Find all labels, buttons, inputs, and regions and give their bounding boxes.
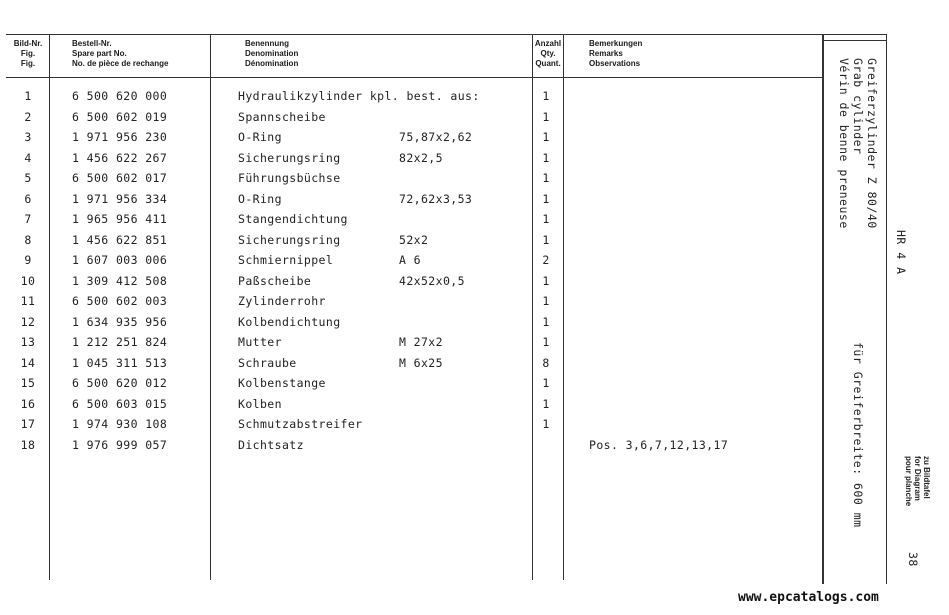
watermark: www.epcatalogs.com <box>738 590 879 605</box>
header-part-de: Bestell-Nr. <box>72 39 112 48</box>
row-name: Zylinderrohr <box>238 294 326 308</box>
row-fig: 10 <box>20 273 36 288</box>
row-part-number: 1 634 935 956 <box>72 314 168 329</box>
row-fig: 17 <box>20 417 36 431</box>
table-row <box>0 274 820 294</box>
table-row <box>0 192 820 212</box>
header-fig-fr: Fig. <box>20 59 36 68</box>
row-qty: 1 <box>542 396 550 411</box>
table-row <box>0 89 820 109</box>
row-qty: 1 <box>542 212 550 226</box>
short-rule <box>823 40 887 41</box>
row-qty: 1 <box>542 273 550 288</box>
row-part-number: 1 974 930 108 <box>72 417 168 431</box>
row-fig: 13 <box>20 335 36 349</box>
row-qty: 1 <box>542 232 550 247</box>
row-fig: 9 <box>24 253 32 267</box>
row-part-number: 1 309 412 508 <box>72 273 168 288</box>
header-qty-de: Anzahl <box>534 39 562 48</box>
row-name: Kolben <box>238 396 282 411</box>
row-name: Schmutzabstreifer <box>238 417 363 431</box>
header-part <box>72 39 168 69</box>
row-fig: 11 <box>20 294 36 308</box>
row-qty: 1 <box>542 191 550 206</box>
right-border <box>886 34 887 584</box>
row-qty: 2 <box>542 253 550 267</box>
row-part-number: 1 976 999 057 <box>72 438 168 452</box>
table-row <box>0 171 820 191</box>
header-name-de: Benennung <box>245 39 289 48</box>
table-row <box>0 151 820 171</box>
header-name <box>245 39 298 69</box>
row-part-number: 1 607 003 006 <box>72 253 168 267</box>
row-dimension: A 6 <box>399 253 421 267</box>
row-fig: 1 <box>24 89 32 103</box>
table-row <box>0 233 820 253</box>
header-qty-en: Qty. <box>540 49 556 58</box>
table-row <box>0 417 820 437</box>
row-qty: 8 <box>542 355 550 370</box>
row-fig: 4 <box>24 150 32 165</box>
row-name: O-Ring <box>238 191 282 206</box>
header-qty-fr: Quant. <box>535 59 561 68</box>
row-part-number: 1 212 251 824 <box>72 335 168 349</box>
row-qty: 1 <box>542 150 550 165</box>
table-row <box>0 110 820 130</box>
header-bottom-rule <box>6 77 823 78</box>
assembly-title-en: Grab cylinder <box>851 58 865 155</box>
model-code: HR 4 A <box>894 230 908 275</box>
row-part-number: 1 456 622 267 <box>72 150 168 165</box>
table-row <box>0 438 820 458</box>
row-qty: 1 <box>542 171 550 185</box>
row-dimension: 75,87x2,62 <box>399 130 473 144</box>
header-remarks-en: Remarks <box>589 49 623 58</box>
diagram-label-de: zu Bildtafel <box>922 456 931 499</box>
table-row <box>0 130 820 150</box>
assembly-title-fr: Vérin de benne preneuse <box>837 58 851 229</box>
header-remarks <box>589 39 642 69</box>
diagram-label-en: for Diagram <box>913 456 922 501</box>
row-name: Sicherungsring <box>238 150 341 165</box>
page-number: 38 <box>906 552 920 567</box>
row-qty: 1 <box>542 376 550 390</box>
row-name: Paßscheibe <box>238 273 312 288</box>
row-dimension: 72,62x3,53 <box>399 191 473 206</box>
row-part-number: 6 500 602 003 <box>72 294 168 308</box>
diagram-label-fr: pour planche <box>904 456 913 507</box>
row-dimension: 52x2 <box>399 232 429 247</box>
row-qty: 1 <box>542 314 550 329</box>
row-fig: 16 <box>20 396 36 411</box>
header-name-en: Denomination <box>245 49 299 58</box>
table-row <box>0 335 820 355</box>
row-dimension: M 27x2 <box>399 335 443 349</box>
header-top-rule <box>6 34 887 35</box>
row-name: Mutter <box>238 335 282 349</box>
row-qty: 1 <box>542 294 550 308</box>
header-remarks-fr: Observations <box>589 59 641 68</box>
row-fig: 6 <box>24 191 32 206</box>
row-qty: 1 <box>542 109 550 124</box>
row-qty: 1 <box>542 335 550 349</box>
row-fig: 14 <box>20 355 36 370</box>
row-name: Dichtsatz <box>238 438 304 452</box>
row-dimension: 82x2,5 <box>399 150 443 165</box>
row-qty: 1 <box>542 89 550 103</box>
row-fig: 7 <box>24 212 32 226</box>
assembly-title-de: Greiferzylinder Z 80/40 <box>865 58 879 229</box>
header-fig-de: Bild-Nr. <box>13 39 43 48</box>
row-fig: 12 <box>20 314 36 329</box>
row-qty: 1 <box>542 417 550 431</box>
table-row <box>0 376 820 396</box>
table-row <box>0 397 820 417</box>
row-part-number: 1 045 311 513 <box>72 355 168 370</box>
table-row <box>0 253 820 273</box>
row-fig: 8 <box>24 232 32 247</box>
row-qty: 1 <box>542 130 550 144</box>
row-name: Schmiernippel <box>238 253 334 267</box>
row-dimension: M 6x25 <box>399 355 443 370</box>
row-part-number: 6 500 620 012 <box>72 376 168 390</box>
row-part-number: 1 971 956 230 <box>72 130 168 144</box>
header-name-fr: Dénomination <box>245 59 299 68</box>
row-name: O-Ring <box>238 130 282 144</box>
row-name: Stangendichtung <box>238 212 348 226</box>
row-fig: 15 <box>20 376 36 390</box>
row-part-number: 6 500 602 017 <box>72 171 168 185</box>
row-name: Spannscheibe <box>238 109 326 124</box>
row-remark: Pos. 3,6,7,12,13,17 <box>589 438 729 452</box>
row-name: Schraube <box>238 355 297 370</box>
table-row <box>0 315 820 335</box>
row-fig: 2 <box>24 109 32 124</box>
grab-width-note: für Greiferbreite: 600 mm <box>851 342 865 528</box>
row-name: Kolbendichtung <box>238 314 341 329</box>
table-row <box>0 212 820 232</box>
header-part-en: Spare part No. <box>72 49 127 58</box>
row-name: Kolbenstange <box>238 376 326 390</box>
header-fig <box>6 39 50 69</box>
row-fig: 3 <box>24 130 32 144</box>
row-fig: 5 <box>24 171 32 185</box>
header-fig-en: Fig. <box>20 49 36 58</box>
row-part-number: 1 965 956 411 <box>72 212 168 226</box>
table-row <box>0 356 820 376</box>
header-remarks-de: Bemerkungen <box>589 39 643 48</box>
row-name: Führungsbüchse <box>238 171 341 185</box>
row-dimension: 42x52x0,5 <box>399 273 465 288</box>
header-qty <box>532 39 564 69</box>
col-divider-remarks <box>822 34 824 584</box>
row-name: Hydraulikzylinder kpl. best. aus: <box>238 89 480 103</box>
row-fig: 18 <box>20 438 36 452</box>
row-name: Sicherungsring <box>238 232 341 247</box>
header-part-fr: No. de pièce de rechange <box>72 59 169 68</box>
row-part-number: 6 500 620 000 <box>72 89 168 103</box>
row-part-number: 1 456 622 851 <box>72 232 168 247</box>
table-row <box>0 294 820 314</box>
row-part-number: 6 500 603 015 <box>72 396 168 411</box>
row-part-number: 6 500 602 019 <box>72 109 168 124</box>
row-part-number: 1 971 956 334 <box>72 191 168 206</box>
